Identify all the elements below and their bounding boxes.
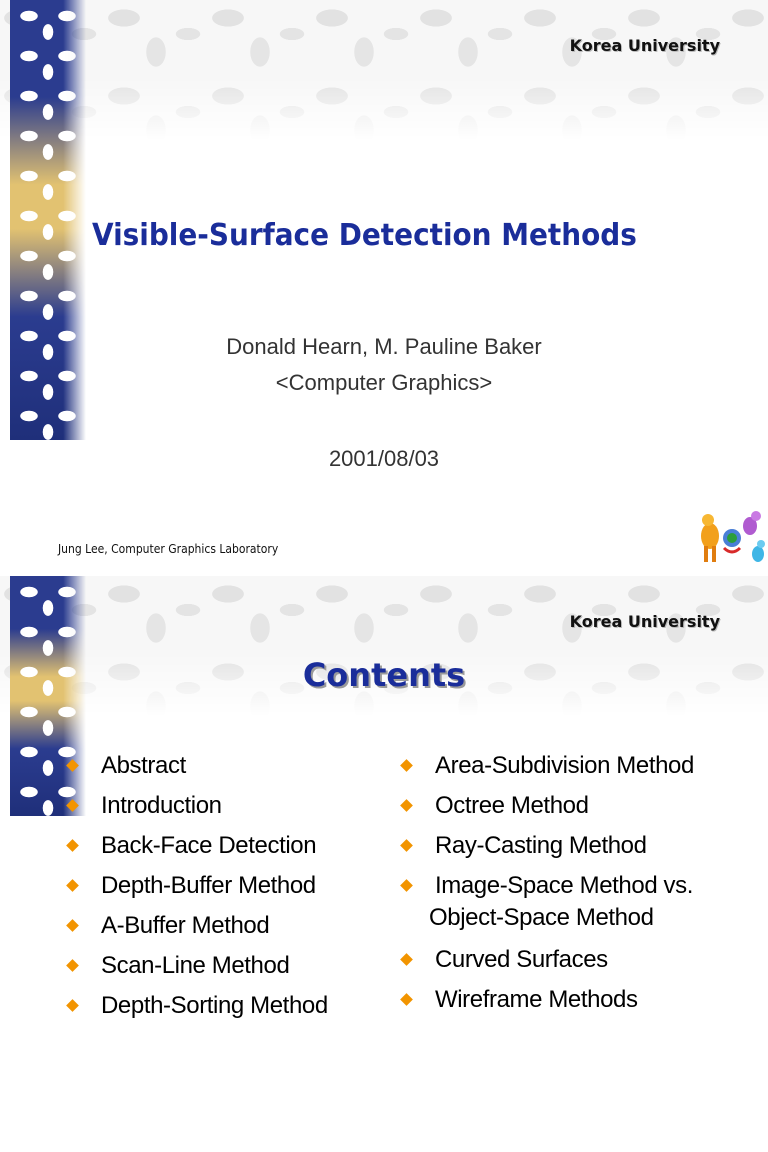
lab-footer: Jung Lee, Computer Graphics Laboratory	[58, 542, 279, 556]
diamond-bullet-icon	[66, 879, 79, 892]
diamond-bullet-icon	[400, 839, 413, 852]
diamond-bullet-icon	[400, 993, 413, 1006]
list-item: Octree Method	[398, 790, 694, 830]
slide-title: Visible-Surface Detection Methods	[92, 218, 637, 253]
list-item: Image-Space Method vs. Object-Space Method	[398, 870, 694, 944]
diamond-bullet-icon	[400, 799, 413, 812]
diamond-bullet-icon	[400, 953, 413, 966]
list-item-continuation: Object-Space Method	[429, 904, 654, 931]
authors-text: Donald Hearn, M. Pauline Baker	[226, 334, 542, 359]
diamond-bullet-icon	[66, 759, 79, 772]
book-text: <Computer Graphics>	[275, 370, 493, 395]
diamond-bullet-icon	[66, 999, 79, 1012]
contents-slide	[0, 576, 768, 1152]
list-item: Depth-Buffer Method	[64, 870, 328, 910]
list-item: Abstract	[64, 750, 328, 790]
contents-list-right	[398, 750, 694, 1024]
diamond-bullet-icon	[66, 959, 79, 972]
list-item: Scan-Line Method	[64, 950, 328, 990]
ornamental-header-pattern	[0, 0, 768, 140]
diamond-bullet-icon	[66, 839, 79, 852]
list-item: A-Buffer Method	[64, 910, 328, 950]
contents-list-left	[64, 750, 328, 1030]
list-item: Back-Face Detection	[64, 830, 328, 870]
university-label: Korea University	[569, 612, 720, 631]
list-item: Area-Subdivision Method	[398, 750, 694, 790]
list-item: Introduction	[64, 790, 328, 830]
mascot-logo-icon	[694, 508, 768, 572]
list-item: Ray-Casting Method	[398, 830, 694, 870]
university-label: Korea University	[569, 36, 720, 55]
diamond-bullet-icon	[400, 879, 413, 892]
diamond-bullet-icon	[400, 759, 413, 772]
date-text: 2001/08/03	[328, 446, 440, 471]
list-item: Wireframe Methods	[398, 984, 694, 1024]
ornamental-header-pattern	[0, 576, 768, 716]
diamond-bullet-icon	[66, 919, 79, 932]
list-item: Depth-Sorting Method	[64, 990, 328, 1030]
diamond-bullet-icon	[66, 799, 79, 812]
list-item: Curved Surfaces	[398, 944, 694, 984]
contents-heading: Contents	[302, 656, 466, 694]
